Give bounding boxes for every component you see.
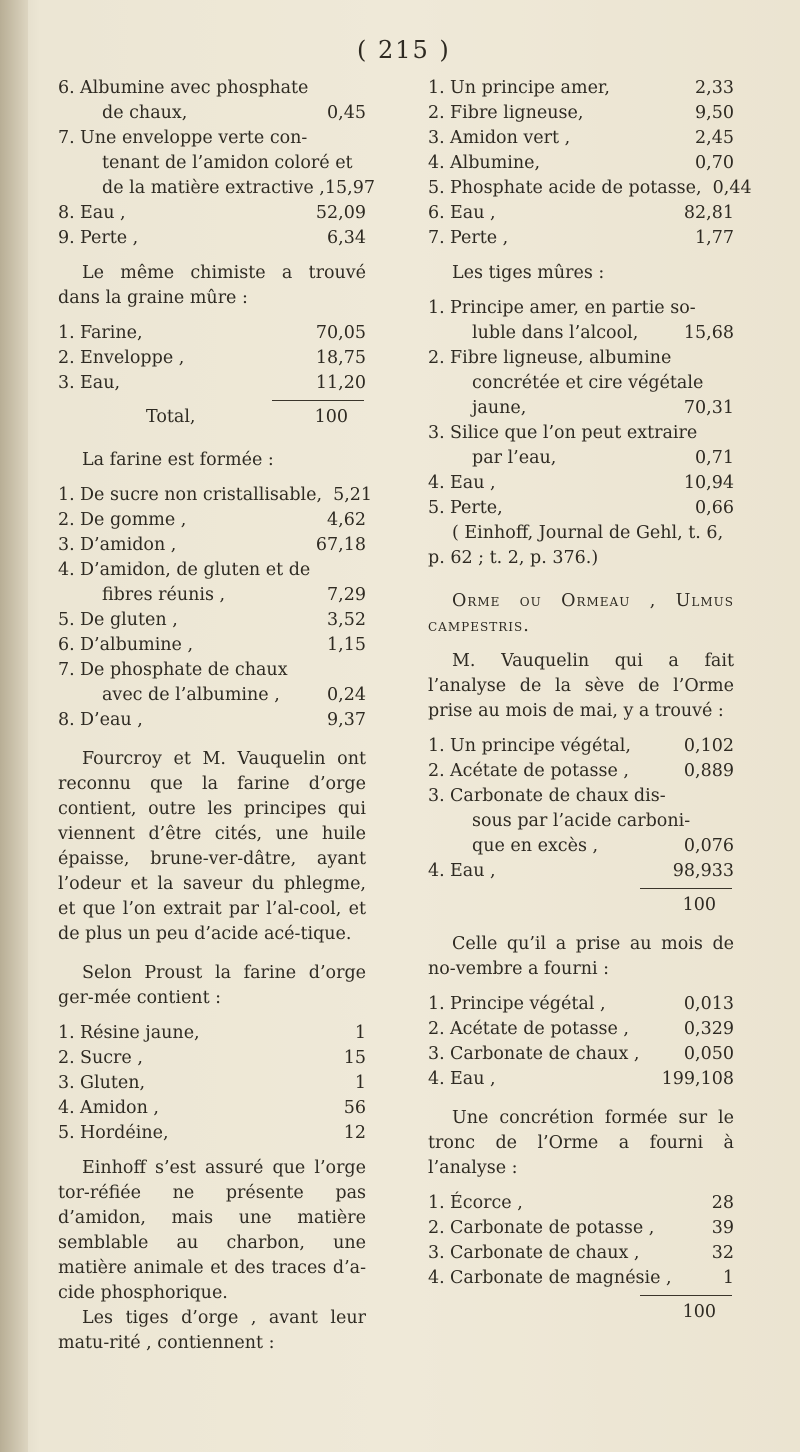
item-label: Principe végétal , xyxy=(450,994,606,1014)
item-label: Perte , xyxy=(450,228,509,248)
list-item xyxy=(58,1121,366,1146)
item-value: 70,31 xyxy=(683,398,734,418)
list-item xyxy=(58,321,366,346)
item-label: Eau , xyxy=(450,203,496,223)
list-item xyxy=(58,633,366,658)
novembre-list xyxy=(428,992,734,1092)
item-value: 2,33 xyxy=(695,78,734,98)
item-number: 4. xyxy=(428,1069,445,1089)
item-value: 0,050 xyxy=(683,1044,734,1064)
item-label: Sucre , xyxy=(80,1048,143,1068)
list-item xyxy=(58,483,373,508)
item-number: 2. xyxy=(58,348,75,368)
item-label: Amidon vert , xyxy=(450,128,571,148)
item-value: 0,45 xyxy=(327,103,366,123)
item-number: 2. xyxy=(58,510,75,530)
item-number: 3. xyxy=(58,535,75,555)
list-item xyxy=(428,346,734,371)
item-number: 2. xyxy=(428,1019,445,1039)
list-item xyxy=(428,834,734,859)
item-number: 1. xyxy=(428,78,445,98)
item-value: 11,20 xyxy=(315,373,366,393)
item-number: 1. xyxy=(428,994,445,1014)
item-value: 0,102 xyxy=(683,736,734,756)
item-label: Eau, xyxy=(80,373,121,393)
proust-list xyxy=(58,1021,366,1146)
item-value: 9,50 xyxy=(695,103,734,123)
list-item xyxy=(58,708,366,733)
list-item xyxy=(58,658,366,683)
item-number: 3. xyxy=(428,1243,445,1263)
item-value: 39 xyxy=(711,1218,734,1238)
item-label: que en excès , xyxy=(472,836,599,856)
item-number: 5. xyxy=(428,178,445,198)
item-label: Un principe végétal, xyxy=(450,736,631,756)
item-label: Silice que l’on peut extraire xyxy=(450,423,698,443)
item-value: 0,71 xyxy=(695,448,734,468)
item-label: Phosphate acide de potasse, xyxy=(450,178,702,198)
list-item xyxy=(58,101,366,126)
item-number: 3. xyxy=(428,423,445,443)
item-value: 1 xyxy=(722,1268,734,1288)
list-item xyxy=(428,126,734,151)
item-number: 5. xyxy=(58,610,75,630)
item-number: 4. xyxy=(58,1098,75,1118)
item-number: 6. xyxy=(58,78,75,98)
list-item xyxy=(58,226,366,251)
item-number: 3. xyxy=(428,1044,445,1064)
proust-paragraph: Selon Proust la farine d’orge ger-mée contient : xyxy=(58,963,366,1008)
tiges-paragraph: Les tiges d’orge , avant leur matu-rité , contiennent : xyxy=(58,1308,366,1353)
item-label: jaune, xyxy=(472,398,527,418)
list-item xyxy=(58,346,366,371)
item-number: 4. xyxy=(428,861,445,881)
list-item xyxy=(58,1021,366,1046)
list-item xyxy=(58,508,366,533)
total-rule xyxy=(272,400,364,401)
item-value: 4,62 xyxy=(327,510,366,530)
item-value: 15,68 xyxy=(683,323,734,343)
item-label: Fibre ligneuse, xyxy=(450,103,584,123)
item-value: 18,75 xyxy=(315,348,366,368)
list-item xyxy=(428,76,734,101)
list-item xyxy=(58,683,366,708)
item-number: 2. xyxy=(428,761,445,781)
item-value: 10,94 xyxy=(683,473,734,493)
item-number: 5. xyxy=(428,498,445,518)
item-label: Albumine avec phosphate xyxy=(80,78,309,98)
vauquelin-paragraph: M. Vauquelin qui a fait l’analyse de la sève de l’Orme prise au mois de mai, y a trouvé : xyxy=(428,651,734,721)
farine-list xyxy=(58,483,373,733)
list-item xyxy=(58,126,366,151)
item-number: 4. xyxy=(428,473,445,493)
item-number: 1. xyxy=(58,1023,75,1043)
mai-rule xyxy=(640,888,732,889)
item-label: Gluten, xyxy=(80,1073,146,1093)
item-label: De sucre non cristallisable, xyxy=(80,485,323,505)
list-item xyxy=(428,101,734,126)
item-label: Acétate de potasse , xyxy=(450,761,629,781)
concretion-rule xyxy=(640,1295,732,1296)
item-label: avec de l’albumine , xyxy=(102,685,280,705)
item-value: 9,37 xyxy=(327,710,366,730)
item-number: 9. xyxy=(58,228,75,248)
graine-intro: Le même chimiste a trouvé dans la graine mûre : xyxy=(58,263,366,308)
list-item xyxy=(58,201,366,226)
item-number: 7. xyxy=(58,128,75,148)
tiges-mures-list xyxy=(428,296,734,521)
tiges-mures-intro: Les tiges mûres : xyxy=(452,263,605,283)
item-value: 1 xyxy=(354,1073,366,1093)
item-value: 0,44 xyxy=(712,178,752,198)
left-column xyxy=(58,76,375,1356)
concretion-paragraph: Une concrétion formée sur le tronc de l’Orme a fourni à l’analyse : xyxy=(428,1108,734,1178)
orme-heading: Orme ou Ormeau , Ulmus campestris. xyxy=(428,591,734,636)
item-label: D’amidon, de gluten et de xyxy=(80,560,311,580)
item-label: Un principe amer, xyxy=(450,78,610,98)
item-number: 1. xyxy=(58,323,75,343)
item-label: Résine jaune, xyxy=(80,1023,200,1043)
list-item xyxy=(428,734,734,759)
item-number: 3. xyxy=(428,786,445,806)
reference-line-2: p. 62 ; t. 2, p. 376.) xyxy=(428,548,599,568)
item-number: 1. xyxy=(58,485,75,505)
item-value: 2,45 xyxy=(695,128,734,148)
item-label: De gomme , xyxy=(80,510,187,530)
item-value: 0,70 xyxy=(695,153,734,173)
item-number: 3. xyxy=(428,128,445,148)
item-label: Perte , xyxy=(80,228,139,248)
item-label: par l’eau, xyxy=(472,448,557,468)
item-label: Une enveloppe verte con- xyxy=(80,128,308,148)
list-item xyxy=(58,583,366,608)
list-item xyxy=(58,151,366,176)
item-number: 4. xyxy=(428,1268,445,1288)
item-number: 1. xyxy=(428,1193,445,1213)
list-item xyxy=(428,421,734,446)
item-label: concrétée et cire végétale xyxy=(472,373,704,393)
item-label: luble dans l’alcool, xyxy=(472,323,639,343)
item-value: 0,24 xyxy=(327,685,366,705)
list-item xyxy=(428,759,734,784)
list-item xyxy=(58,558,366,583)
list-item xyxy=(428,1216,734,1241)
item-label: D’eau , xyxy=(80,710,143,730)
list-item xyxy=(428,296,734,321)
total-label: Total, xyxy=(146,407,196,427)
list-item xyxy=(58,76,366,101)
list-item xyxy=(428,1017,734,1042)
item-number: 8. xyxy=(58,203,75,223)
list-item xyxy=(428,784,734,809)
item-value: 6,34 xyxy=(327,228,366,248)
item-value: 32 xyxy=(711,1243,734,1263)
left-first-list xyxy=(58,76,375,251)
item-value: 5,21 xyxy=(333,485,373,505)
item-value: 52,09 xyxy=(315,203,366,223)
list-item xyxy=(428,496,734,521)
item-label: Carbonate de chaux dis- xyxy=(450,786,666,806)
item-number: 1. xyxy=(428,736,445,756)
item-label: fibres réunis , xyxy=(102,585,226,605)
item-label: de la matière extractive , xyxy=(102,178,325,198)
item-label: Carbonate de chaux , xyxy=(450,1243,640,1263)
item-value: 7,29 xyxy=(327,585,366,605)
list-item xyxy=(428,446,734,471)
mai-total-value: 100 xyxy=(682,895,716,915)
list-item xyxy=(428,176,752,201)
fourcroy-paragraph: Fourcroy et M. Vauquelin ont reconnu que la farine d’orge contient, outre les principes qui viennent d’être cités, une huile épaisse, brune-ver-dâtre, ayant l’odeur et la saveur du phlegme, et que l’on extrait par l’al-cool, et de plus un peu d’acide acé-tique. xyxy=(58,749,366,944)
item-value: 0,329 xyxy=(683,1019,734,1039)
item-number: 5. xyxy=(58,1123,75,1143)
item-label: Eau , xyxy=(450,1069,496,1089)
concretion-total-value: 100 xyxy=(682,1302,716,1322)
einhoff-paragraph: Einhoff s’est assuré que l’orge tor-réfiée ne présente pas d’amidon, mais une matière semblable au charbon, une matière animale et des traces d’a-cide phosphorique. xyxy=(58,1158,366,1303)
list-item xyxy=(428,151,734,176)
item-label: Principe amer, en partie so- xyxy=(450,298,696,318)
list-item xyxy=(58,1046,366,1071)
item-number: 6. xyxy=(428,203,445,223)
list-item xyxy=(428,226,734,251)
item-value: 0,013 xyxy=(683,994,734,1014)
item-label: Eau , xyxy=(80,203,126,223)
item-number: 2. xyxy=(58,1048,75,1068)
item-value: 1,77 xyxy=(695,228,734,248)
item-label: Eau , xyxy=(450,861,496,881)
list-item xyxy=(428,201,734,226)
item-number: 2. xyxy=(428,348,445,368)
list-item xyxy=(58,533,366,558)
list-item xyxy=(428,1067,734,1092)
item-value: 12 xyxy=(343,1123,366,1143)
item-label: Acétate de potasse , xyxy=(450,1019,629,1039)
item-number: 3. xyxy=(58,1073,75,1093)
item-value: 56 xyxy=(343,1098,366,1118)
right-column xyxy=(428,76,752,1325)
item-label: De phosphate de chaux xyxy=(80,660,288,680)
list-item xyxy=(428,992,734,1017)
concretion-list xyxy=(428,1191,734,1291)
item-label: Écorce , xyxy=(450,1193,523,1213)
list-item xyxy=(428,809,734,834)
item-value: 199,108 xyxy=(661,1069,734,1089)
item-value: 67,18 xyxy=(315,535,366,555)
book-spine-shadow xyxy=(0,0,28,1452)
item-number: 8. xyxy=(58,710,75,730)
item-value: 0,889 xyxy=(683,761,734,781)
item-label: Eau , xyxy=(450,473,496,493)
list-item xyxy=(58,1071,366,1096)
mai-total-row xyxy=(428,893,734,918)
item-label: D’amidon , xyxy=(80,535,177,555)
reference-line-1: ( Einhoff, Journal de Gehl, t. 6, xyxy=(452,523,724,543)
list-item xyxy=(58,1096,366,1121)
item-label: D’albumine , xyxy=(80,635,194,655)
list-item xyxy=(428,321,734,346)
item-value: 0,076 xyxy=(683,836,734,856)
graine-list xyxy=(58,321,366,396)
total-value: 100 xyxy=(314,407,348,427)
item-label: tenant de l’amidon coloré et xyxy=(102,153,353,173)
item-label: Albumine, xyxy=(450,153,541,173)
item-label: Perte, xyxy=(450,498,503,518)
item-number: 4. xyxy=(428,153,445,173)
item-label: Enveloppe , xyxy=(80,348,185,368)
item-label: Carbonate de potasse , xyxy=(450,1218,655,1238)
item-number: 2. xyxy=(428,1218,445,1238)
novembre-paragraph: Celle qu’il a prise au mois de no-vembre a fourni : xyxy=(428,934,734,979)
item-value: 82,81 xyxy=(683,203,734,223)
item-value: 1,15 xyxy=(327,635,366,655)
item-label: De gluten , xyxy=(80,610,178,630)
list-item xyxy=(58,608,366,633)
item-label: Farine, xyxy=(80,323,143,343)
item-label: Carbonate de chaux , xyxy=(450,1044,640,1064)
item-value: 15,97 xyxy=(324,178,375,198)
list-item xyxy=(428,1241,734,1266)
mai-list xyxy=(428,734,734,884)
item-value: 28 xyxy=(711,1193,734,1213)
list-item xyxy=(428,371,734,396)
item-label: Fibre ligneuse, albumine xyxy=(450,348,672,368)
list-item xyxy=(428,1266,734,1291)
item-number: 7. xyxy=(428,228,445,248)
item-value: 1 xyxy=(354,1023,366,1043)
item-number: 6. xyxy=(58,635,75,655)
list-item xyxy=(428,396,734,421)
item-value: 0,66 xyxy=(695,498,734,518)
item-value: 98,933 xyxy=(672,861,734,881)
total-row xyxy=(58,405,366,430)
list-item xyxy=(428,1191,734,1216)
item-number: 4. xyxy=(58,560,75,580)
item-number: 2. xyxy=(428,103,445,123)
page-number: ( 215 ) xyxy=(357,36,451,64)
farine-intro: La farine est formée : xyxy=(82,450,274,470)
concretion-total-row xyxy=(428,1300,734,1325)
item-value: 3,52 xyxy=(327,610,366,630)
item-value: 70,05 xyxy=(315,323,366,343)
list-item xyxy=(58,371,366,396)
item-number: 1. xyxy=(428,298,445,318)
list-item xyxy=(58,176,375,201)
item-label: Amidon , xyxy=(80,1098,159,1118)
list-item xyxy=(428,1042,734,1067)
item-label: Hordéine, xyxy=(80,1123,169,1143)
item-label: de chaux, xyxy=(102,103,188,123)
item-number: 7. xyxy=(58,660,75,680)
item-value: 15 xyxy=(343,1048,366,1068)
list-item xyxy=(428,471,734,496)
item-label: sous par l’acide carboni- xyxy=(472,811,691,831)
right-first-list xyxy=(428,76,752,251)
item-label: Carbonate de magnésie , xyxy=(450,1268,672,1288)
item-number: 3. xyxy=(58,373,75,393)
list-item xyxy=(428,859,734,884)
